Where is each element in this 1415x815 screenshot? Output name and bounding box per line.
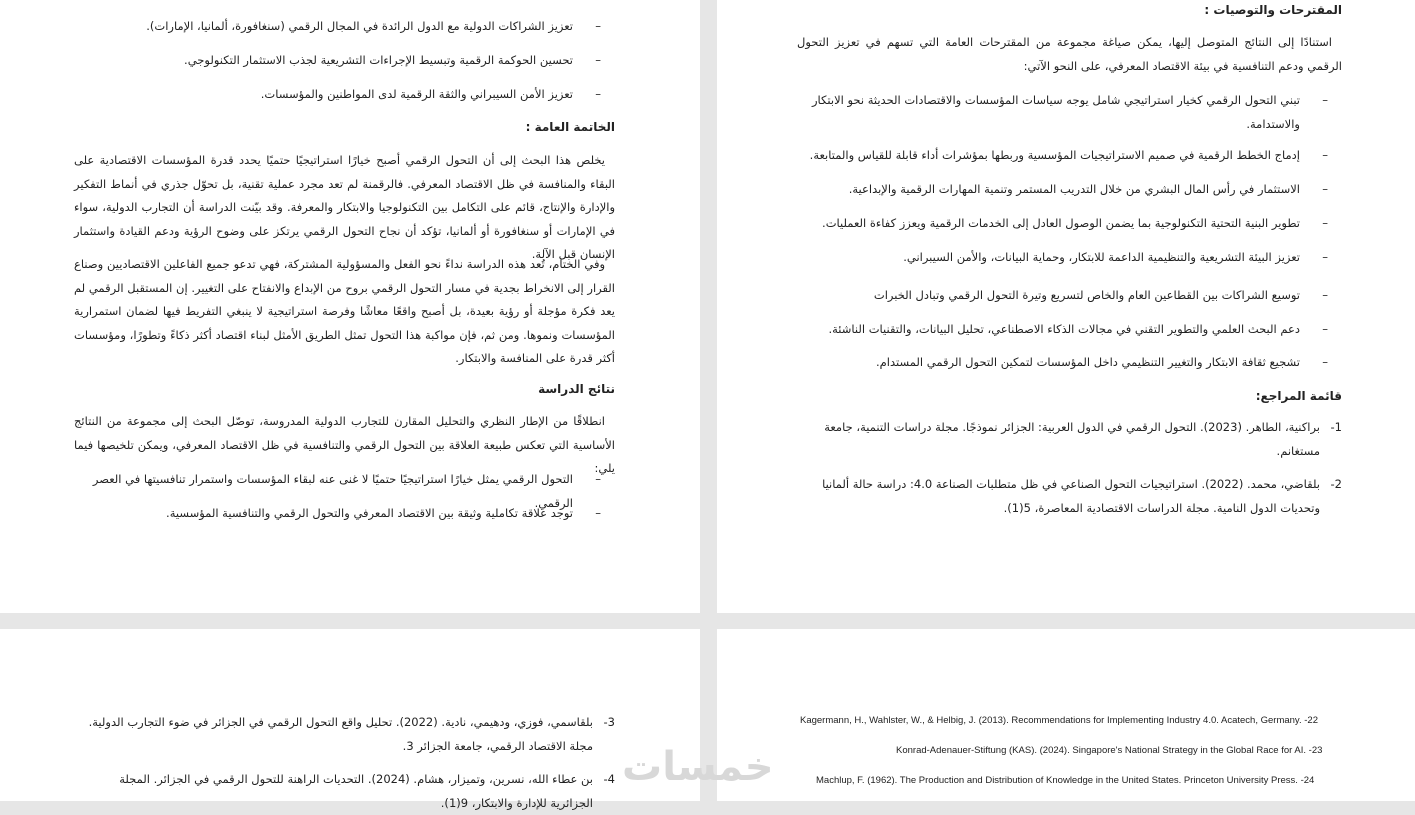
recommendations-heading: المقترحات والتوصيات : [1204,3,1342,17]
references-heading: قائمة المراجع: [1255,389,1342,403]
recommendation-item [800,212,1328,236]
english-reference-item [816,774,1314,788]
dash-bullet: – [1322,355,1328,369]
page-top-right [717,0,1415,613]
reference-item [73,711,615,758]
page-bottom-right [717,629,1415,801]
bullet-item [73,15,601,39]
dash-bullet: – [1322,216,1328,230]
conclusion-paragraph-2: وفي الختام، تُعد هذه الدراسة نداءً نحو الفعل والمسؤولية المشتركة، فهي تدعو جميع الفاعلين الاقتصاديين وصناع القرار إلى الانخراط بجدية في مسار التحول الرقمي بروح من الإبداع والانفتاح على التغيير. إن المستقبل الرقمي لم يعد فكرة مؤجلة أو رؤية بعيدة، بل أصبح واقعًا معاشًا وفرصة استراتيجية لا ينبغي التفريط فيها لضمان استمرارية المؤسسات ونموها. ومن ثم، فإن مواكبة هذا التحول تمثل الطريق الأمثل لبناء اقتصاد أكثر ذكاءً وتطورًا، ومؤسسات أكثر قدرة على المنافسة والابتكار. [74,257,615,365]
dash-bullet: – [595,87,601,101]
results-intro: انطلاقًا من الإطار النظري والتحليل المقارن للتجارب الدولية المدروسة، توصّل البحث إلى مجموعة من النتائج الأساسية التي تعكس طبيعة العلاقة بين التحول الرقمي والتنافسية في ظل الاقتصاد المعرفي، ويمكن تلخيصها فيما يلي: [74,414,615,475]
conclusion-heading: الخاتمة العامة : [525,120,615,134]
recommendation-item [800,144,1328,168]
reference-text: بلقاسمي، فوزي، ودهيمي، نادية. (2022). تحليل واقع التحول الرقمي في الجزائر في ضوء التجارب الدولية. مجلة الاقتصاد الرقمي، جامعة الجزائر 3. [88,715,593,753]
recommendation-item [800,89,1328,136]
dash-bullet: – [1322,322,1328,336]
reference-text: بلقاضي، محمد. (2022). استراتيجيات التحول الصناعي في ظل متطلبات الصناعة 4.0: دراسة حالة ألمانيا وتحديات الدول النامية. مجلة الدراسات الاقتصادية المعاصرة، 5(1). [822,477,1320,515]
reference-text: براكنية، الطاهر. (2023). التحول الرقمي في الدول العربية: الجزائر نموذجًا. مجلة دراسات التنمية، جامعة مستغانم. [824,420,1320,458]
reference-item [73,768,615,815]
reference-number: 4- [603,772,615,786]
results-heading: نتائج الدراسة [538,382,615,396]
bullet-text: تعزيز الشراكات الدولية مع الدول الرائدة في المجال الرقمي (سنغافورة، ألمانيا، الإمارات). [146,19,573,33]
bullet-item [73,49,601,73]
reference-text: Konrad-Adenauer-Stiftung (KAS). (2024). Singapore's National Strategy in the Global Race for AI. [896,745,1307,756]
dash-bullet: – [1322,93,1328,107]
result-text: التحول الرقمي يمثل خيارًا استراتيجيًا حتميًا لا غنى عنه لبقاء المؤسسات واستمرار تنافسيتها في العصر الرقمي. [92,472,573,510]
english-reference-item [800,714,1318,728]
reference-text: بن عطاء الله، نسرين، وتميزار، هشام. (2024). التحديات الراهنة للتحول الرقمي في الجزائر. المجلة الجزائرية للإدارة والابتكار، 9(1). [119,772,593,810]
dash-bullet: – [1322,148,1328,162]
dash-bullet: – [1322,250,1328,264]
reference-item [795,416,1342,463]
bullet-text: تعزيز الأمن السيبراني والثقة الرقمية لدى المواطنين والمؤسسات. [260,87,573,101]
recommendation-text: دعم البحث العلمي والتطوير التقني في مجالات الذكاء الاصطناعي، تحليل البيانات، والتقنيات الناشئة. [828,322,1300,336]
recommendation-item [800,318,1328,342]
reference-number: 1- [1330,420,1342,434]
page-bottom-left [0,629,700,810]
reference-text: Kagermann, H., Wahlster, W., & Helbig, J. (2013). Recommendations for Implementing Industry 4.0. Acatech, Germany. [800,715,1302,726]
recommendation-text: توسيع الشراكات بين القطاعين العام والخاص لتسريع وتيرة التحول الرقمي وتبادل الخبرات [873,288,1300,302]
recommendation-item [800,351,1328,375]
page-top-left [0,0,700,613]
reference-number: 2- [1330,477,1342,491]
conclusion-paragraph-1: يخلص هذا البحث إلى أن التحول الرقمي أصبح خيارًا استراتيجيًا حتميًا يحدد قدرة المؤسسات الاقتصادية على البقاء والمنافسة في ظل الاقتصاد المعرفي. فالرقمنة لم تعد مجرد عملية تقنية، بل تحوّل جذري في أنماط التفكير والإدارة والإنتاج، قائم على التكامل بين التكنولوجيا والابتكار والمعرفة. وقد بيّنت الدراسة أن التجارب الدولية، سواء في الإمارات أو سنغافورة أو ألمانيا، تؤكد أن نجاح التحول الرقمي يرتكز على وضوح الرؤية ودعم القيادة واستثمار الإنسان قبل الآلة. [74,153,615,261]
bullet-text: تحسين الحوكمة الرقمية وتبسيط الإجراءات التشريعية لجذب الاستثمار التكنولوجي. [184,53,573,67]
watermark-logo: خمسات [622,744,774,790]
dash-bullet: – [595,472,601,486]
dash-bullet: – [595,506,601,520]
recommendation-text: تعزيز البيئة التشريعية والتنظيمية الداعمة للابتكار، وحماية البيانات، والأمن السيبراني. [903,250,1300,264]
recommendation-text: تبني التحول الرقمي كخيار استراتيجي شامل يوجه سياسات المؤسسات والاقتصادات الحديثة نحو الابتكار والاستدامة. [811,93,1300,131]
recommendation-text: إدماج الخطط الرقمية في صميم الاستراتيجيات المؤسسية وربطها بمؤشرات أداء قابلة للقياس والمتابعة. [809,148,1300,162]
reference-item [795,473,1342,520]
recommendation-text: تشجيع ثقافة الابتكار والتغيير التنظيمي داخل المؤسسات لتمكين التحول الرقمي المستدام. [876,355,1300,369]
dash-bullet: – [1322,182,1328,196]
reference-number: -22 [1304,715,1318,726]
result-item [73,502,601,526]
reference-number: -24 [1300,775,1315,786]
recommendation-item [800,246,1328,270]
reference-text: Machlup, F. (1962). The Production and Distribution of Knowledge in the United States. Princeton University Press. [816,775,1298,786]
english-reference-item [896,744,1322,758]
recommendation-text: الاستثمار في رأس المال البشري من خلال التدريب المستمر وتنمية المهارات الرقمية والإبداعية. [848,182,1300,196]
reference-number: -23 [1308,745,1323,756]
dash-bullet: – [1322,288,1328,302]
bullet-item [73,83,601,107]
recommendation-item [800,284,1328,308]
result-text: توجد علاقة تكاملية وثيقة بين الاقتصاد المعرفي والتحول الرقمي والتنافسية المؤسسية. [166,506,573,520]
dash-bullet: – [595,19,601,33]
recommendation-item [800,178,1328,202]
recommendation-text: تطوير البنية التحتية التكنولوجية بما يضمن الوصول العادل إلى الخدمات الرقمية ويعزز كفاءة العمليات. [822,216,1300,230]
dash-bullet: – [595,53,601,67]
reference-number: 3- [603,715,615,729]
recommendations-intro: استنادًا إلى النتائج المتوصل إليها، يمكن صياغة مجموعة من المقترحات العامة التي تسهم في تعزيز التحول الرقمي ودعم التنافسية في بيئة الاقتصاد المعرفي، على النحو الآتي: [797,35,1342,73]
